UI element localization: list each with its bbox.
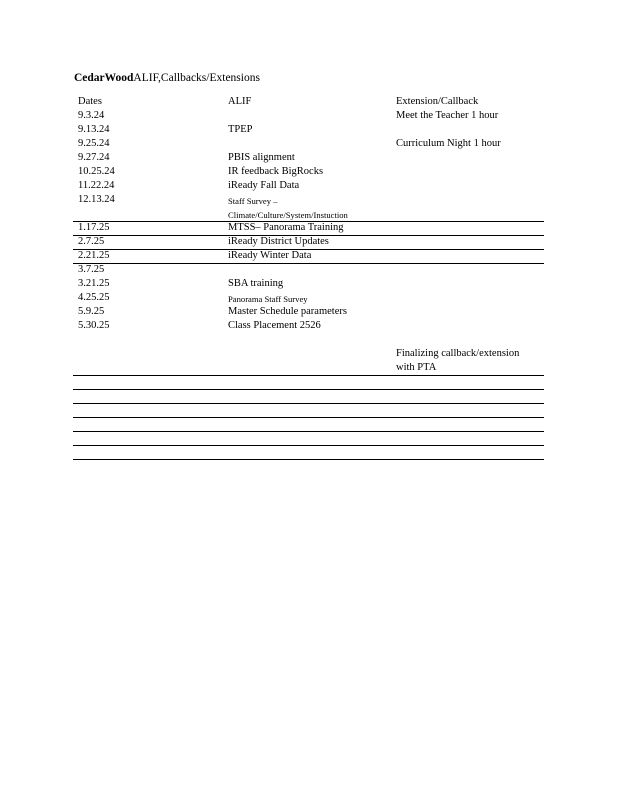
date-cell: 9.3.24 (78, 110, 105, 121)
alif-cell: SBA training (228, 278, 284, 289)
empty-row-divider (73, 459, 544, 460)
alif-cell: Panorama Staff Survey (228, 294, 308, 304)
date-cell: 2.7.25 (78, 236, 105, 247)
header-alif: ALIF (228, 96, 252, 107)
date-cell: 5.30.25 (78, 320, 110, 331)
date-cell: 10.25.24 (78, 166, 115, 177)
empty-row-divider (73, 403, 544, 404)
date-cell: 4.25.25 (78, 292, 110, 303)
extension-cell: Curriculum Night 1 hour (396, 138, 501, 149)
date-cell: 9.25.24 (78, 138, 110, 149)
empty-row-divider (73, 389, 544, 390)
extension-cell: Meet the Teacher 1 hour (396, 110, 499, 121)
empty-row-divider (73, 445, 544, 446)
alif-cell: TPEP (228, 124, 253, 135)
alif-cell: PBIS alignment (228, 152, 295, 163)
date-cell: 3.7.25 (78, 264, 105, 275)
row-divider (73, 263, 544, 264)
alif-cell: MTSS– Panorama Training (228, 222, 344, 233)
alif-cell: iReady Fall Data (228, 180, 300, 191)
date-cell: 2.21.25 (78, 250, 110, 261)
alif-cell: iReady Winter Data (228, 250, 312, 261)
header-dates: Dates (78, 96, 102, 107)
empty-row-divider (73, 417, 544, 418)
date-cell: 5.9.25 (78, 306, 105, 317)
school-name: CedarWood (74, 72, 134, 84)
alif-cell: IR feedback BigRocks (228, 166, 324, 177)
alif-cell: Master Schedule parameters (228, 306, 347, 317)
final-note-line2: with PTA (396, 362, 437, 373)
header-extension: Extension/Callback (396, 96, 479, 107)
empty-row-divider (73, 431, 544, 432)
final-note-line1: Finalizing callback/extension (396, 348, 520, 359)
empty-row-divider (73, 375, 544, 376)
date-cell: 9.13.24 (78, 124, 110, 135)
date-cell: 1.17.25 (78, 222, 110, 233)
date-cell: 3.21.25 (78, 278, 110, 289)
alif-cell: Class Placement 2526 (228, 320, 321, 331)
date-cell: 11.22.24 (78, 180, 115, 191)
alif-cell: Climate/Culture/System/Instuction (228, 210, 348, 220)
date-cell: 9.27.24 (78, 152, 110, 163)
date-cell: 12.13.24 (78, 194, 115, 205)
title-rest: ALIF,Callbacks/Extensions (133, 72, 260, 84)
alif-cell: Staff Survey – (228, 196, 278, 206)
document-title (74, 72, 260, 84)
alif-cell: iReady District Updates (228, 236, 329, 247)
